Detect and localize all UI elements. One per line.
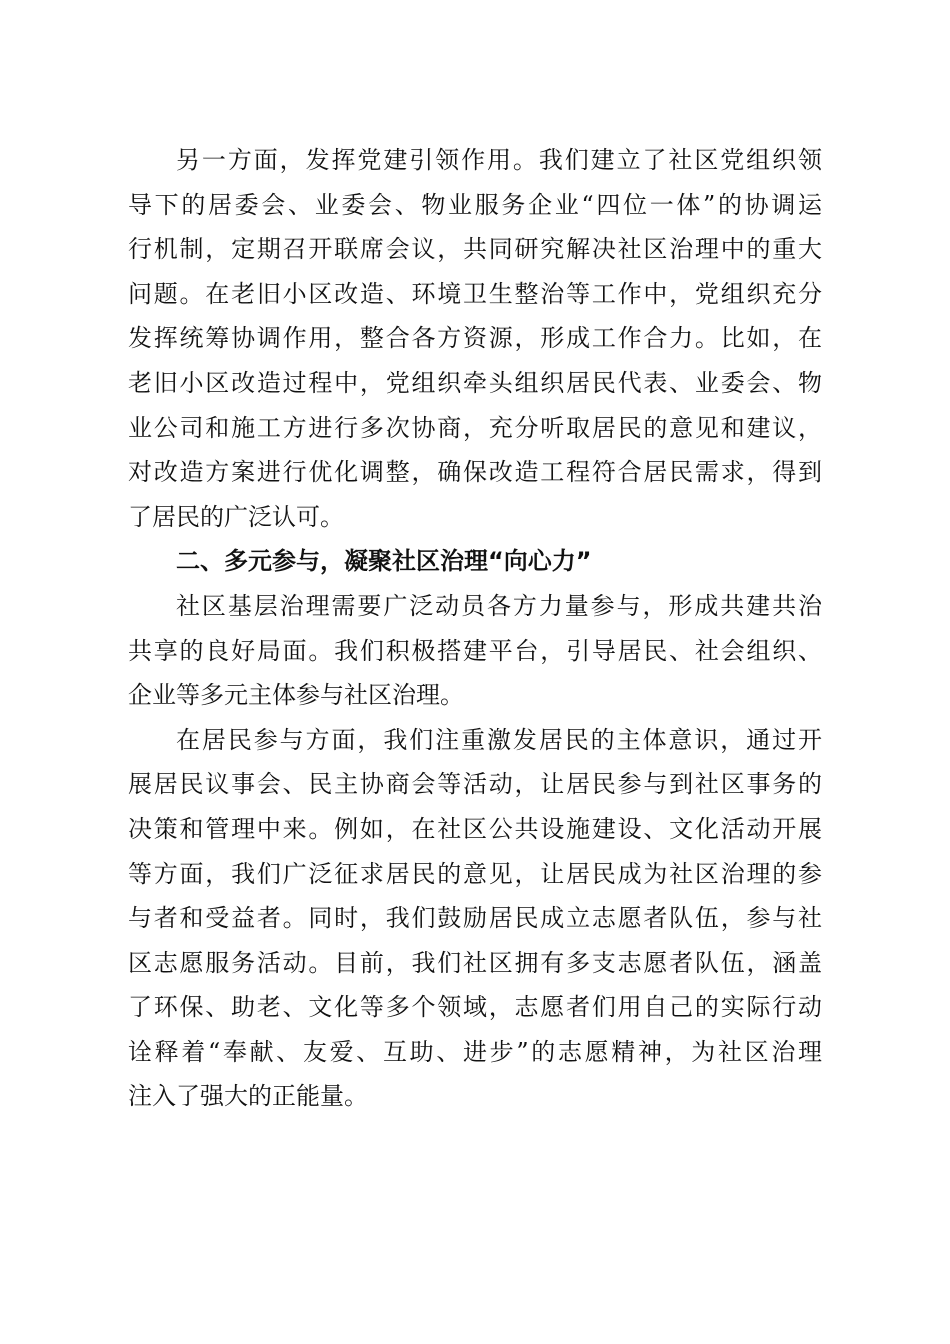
text-line: 问题。在老旧小区改造、环境卫生整治等工作中，党组织充分 (128, 279, 822, 308)
text-line: 注入了强大的正能量。 (128, 1082, 368, 1111)
text-line: 企业等多元主体参与社区治理。 (128, 681, 464, 710)
document-page (128, 138, 822, 1119)
text-line: 诠释着“奉献、友爱、互助、进步”的志愿精神，为社区治理 (128, 1037, 822, 1066)
section-heading (128, 539, 822, 584)
paragraph (128, 584, 822, 718)
text-line: 决策和管理中来。例如，在社区公共设施建设、文化活动开展 (128, 814, 822, 843)
text-line: 导下的居委会、业委会、物业服务企业“四位一体”的协调运 (128, 190, 822, 219)
text-line: 共享的良好局面。我们积极搭建平台，引导居民、社会组织、 (128, 636, 822, 665)
heading-text: 二、多元参与，凝聚社区治理“向心力” (176, 547, 592, 576)
text-line: 另一方面，发挥党建引领作用。我们建立了社区党组织领 (176, 146, 822, 174)
text-line: 展居民议事会、民主协商会等活动，让居民参与到社区事务的 (128, 770, 822, 799)
paragraph (128, 138, 822, 539)
text-line: 与者和受益者。同时，我们鼓励居民成立志愿者队伍，参与社 (128, 904, 822, 933)
text-line: 了居民的广泛认可。 (128, 502, 344, 531)
text-line: 老旧小区改造过程中，党组织牵头组织居民代表、业委会、物 (128, 368, 822, 397)
text-line: 在居民参与方面，我们注重激发居民的主体意识，通过开 (176, 725, 822, 754)
text-line: 发挥统筹协调作用，整合各方资源，形成工作合力。比如，在 (128, 324, 822, 353)
text-line: 对改造方案进行优化调整，确保改造工程符合居民需求，得到 (128, 458, 822, 487)
paragraph (128, 718, 822, 1119)
text-line: 了环保、助老、文化等多个领域，志愿者们用自己的实际行动 (128, 993, 822, 1022)
text-line: 业公司和施工方进行多次协商，充分听取居民的意见和建议， (128, 413, 822, 442)
text-line: 区志愿服务活动。目前，我们社区拥有多支志愿者队伍，涵盖 (128, 948, 822, 977)
text-line: 等方面，我们广泛征求居民的意见，让居民成为社区治理的参 (128, 859, 822, 888)
text-line: 行机制，定期召开联席会议，共同研究解决社区治理中的重大 (128, 235, 822, 264)
text-line: 社区基层治理需要广泛动员各方力量参与，形成共建共治 (176, 591, 822, 620)
